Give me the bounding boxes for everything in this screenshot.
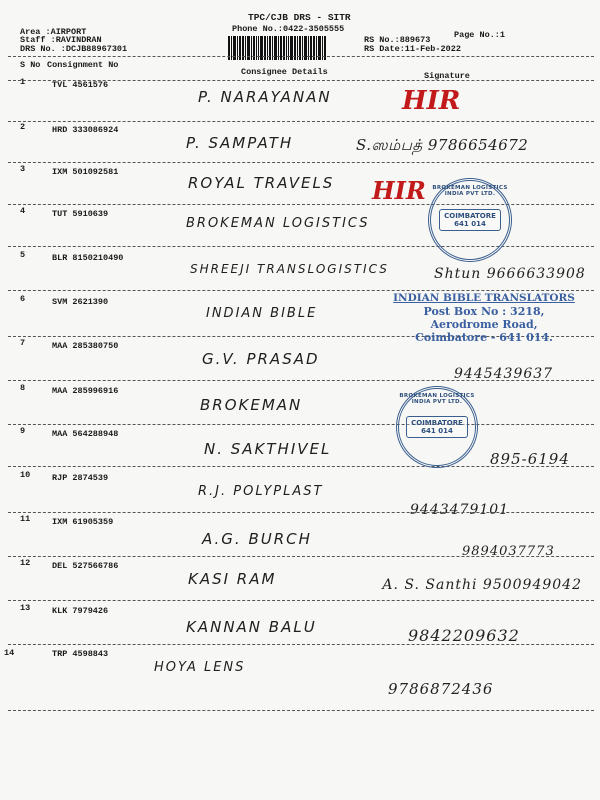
header-divider xyxy=(8,56,594,57)
row-divider xyxy=(8,466,594,467)
row-divider xyxy=(8,246,594,247)
row-consignment: SVM 2621390 xyxy=(52,297,109,307)
row-signature: 9894037773 xyxy=(462,544,555,559)
area-label: Area :AIRPORT xyxy=(20,27,87,37)
row-consignment: TRP 4598843 xyxy=(52,649,109,659)
row-consignment: MAA 285996916 xyxy=(52,386,119,396)
row-consignee: BROKEMAN LOGISTICS xyxy=(186,216,370,231)
row-signature: 9445439637 xyxy=(454,366,554,382)
bible-stamp-road: Aerodrome Road, xyxy=(430,318,538,331)
row-signature: 9842209632 xyxy=(408,626,520,645)
row-consignee: SHREEJI TRANSLOGISTICS xyxy=(190,262,389,276)
column-consignment: Consignment No xyxy=(47,60,119,70)
row-consignee: KASI RAM xyxy=(188,570,277,588)
row-signature: Shtun 9666633908 xyxy=(434,266,586,282)
stamp-ring-text: BROKEMAN LOGISTICS INDIA PVT LTD. xyxy=(432,185,508,197)
row-consignee: G.V. PRASAD xyxy=(202,350,320,368)
row-divider xyxy=(8,290,594,291)
row-consignee: BROKEMAN xyxy=(200,396,303,414)
phone-number: Phone No.:0422-3505555 xyxy=(232,24,345,34)
row-divider xyxy=(8,121,594,122)
column-consignee: Consignee Details xyxy=(241,67,328,77)
row-sno: 2 xyxy=(20,122,26,132)
stamp-pin: 641 014 xyxy=(454,220,486,228)
row-consignee: P. NARAYANAN xyxy=(198,88,332,106)
row-consignment: RJP 2874539 xyxy=(52,473,109,483)
row-signature: 895-6194 xyxy=(490,450,570,468)
row-sno: 4 xyxy=(20,206,26,216)
row-consignment: MAA 564288948 xyxy=(52,429,119,439)
column-sno: S No xyxy=(20,60,41,70)
stamp-ring-text: BROKEMAN LOGISTICS INDIA PVT LTD. xyxy=(399,393,475,405)
row-consignee: P. SAMPATH xyxy=(186,134,294,152)
row-sno: 6 xyxy=(20,294,26,304)
rs-number: RS No.:889673 xyxy=(364,35,431,45)
bible-stamp-name: INDIAN BIBLE TRANSLATORS xyxy=(393,292,575,304)
row-divider xyxy=(8,644,594,645)
row-sno: 7 xyxy=(20,338,26,348)
row-consignment: KLK 7979426 xyxy=(52,606,109,616)
row-divider xyxy=(8,162,594,163)
row-consignee: ROYAL TRAVELS xyxy=(188,174,335,192)
row-sno: 1 xyxy=(20,77,26,87)
row-signature: S.ஸம்பத் 9786654672 xyxy=(356,136,529,154)
row-consignee: A.G. BURCH xyxy=(202,530,312,548)
row-sno: 3 xyxy=(20,164,26,174)
bible-stamp-city: Coimbatore - 641 014. xyxy=(415,331,553,344)
row-divider xyxy=(8,600,594,601)
stamp-center xyxy=(406,416,468,438)
brokeman-stamp xyxy=(428,178,512,262)
row-divider xyxy=(8,424,594,425)
row-signature: 9786872436 xyxy=(388,680,494,698)
row-divider xyxy=(8,556,594,557)
row-divider xyxy=(8,710,594,711)
stamp-city: COIMBATORE xyxy=(444,212,496,220)
page-number: Page No.:1 xyxy=(454,30,506,40)
row-consignment: DEL 527566786 xyxy=(52,561,119,571)
brokeman-stamp-2 xyxy=(396,386,478,468)
row-consignee: R.J. POLYPLAST xyxy=(198,484,324,499)
column-signature: Signature xyxy=(424,71,470,81)
row-signature: 9443479101 xyxy=(410,502,510,518)
row-consignee: INDIAN BIBLE xyxy=(206,306,318,321)
row-consignment: MAA 285380750 xyxy=(52,341,119,351)
row-sno: 10 xyxy=(20,470,31,480)
row-signature: HIR xyxy=(402,86,461,116)
staff-label: Staff :RAVINDRAN xyxy=(20,35,102,45)
row-consignee: KANNAN BALU xyxy=(186,618,317,636)
row-sno: 5 xyxy=(20,250,26,260)
row-sno: 12 xyxy=(20,558,31,568)
row-divider xyxy=(8,380,594,381)
stamp-center xyxy=(439,209,501,231)
row-consignee: N. SAKTHIVEL xyxy=(204,440,332,458)
bible-stamp xyxy=(384,292,584,344)
row-consignment: HRD 333086924 xyxy=(52,125,119,135)
row-consignee: HOYA LENS xyxy=(154,660,246,675)
row-consignment: TVL 4561576 xyxy=(52,80,109,90)
stamp-pin: 641 014 xyxy=(421,427,453,435)
row-sno: 8 xyxy=(20,383,26,393)
stamp-city: COIMBATORE xyxy=(411,419,463,427)
row-sno: 14 xyxy=(4,648,15,658)
row-signature: A. S. Santhi 9500949042 xyxy=(382,577,582,593)
row-consignment: TUT 5910639 xyxy=(52,209,109,219)
row-consignment: BLR 8150210490 xyxy=(52,253,124,263)
row-sno: 11 xyxy=(20,514,31,524)
row-sno: 13 xyxy=(20,603,31,613)
row-consignment: IXM 501092581 xyxy=(52,167,119,177)
rs-date: RS Date:11-Feb-2022 xyxy=(364,44,461,54)
row-signature: HIR xyxy=(372,176,426,205)
row-consignment: IXM 61905359 xyxy=(52,517,114,527)
document-title: TPC/CJB DRS - SITR xyxy=(248,12,351,23)
row-sno: 9 xyxy=(20,426,26,436)
bible-stamp-box: Post Box No : 3218, xyxy=(423,305,545,318)
drs-number: DRS No. :DCJB88967301 xyxy=(20,44,128,54)
row-divider xyxy=(8,512,594,513)
